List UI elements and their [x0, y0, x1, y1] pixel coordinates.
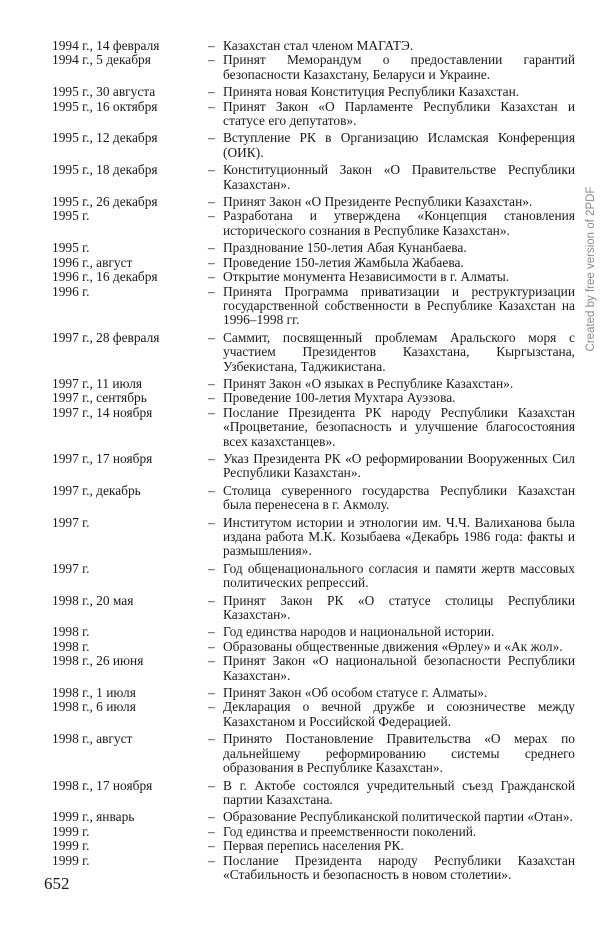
chronology-entry — [52, 100, 576, 129]
entry-text — [208, 839, 575, 853]
chronology-entry — [52, 686, 576, 700]
entry-text — [208, 516, 575, 559]
chronology-entry — [52, 732, 576, 775]
dash: – — [208, 240, 215, 256]
entry-text — [208, 377, 575, 391]
dash: – — [208, 514, 215, 530]
chronology-entry — [52, 39, 576, 53]
dash: – — [208, 777, 215, 793]
chronology-entry — [52, 839, 576, 853]
entry-date: 1995 г. — [52, 240, 90, 256]
entry-description: Принят Закон «О Парламенте Республики Казахстан и статусе его депутатов». — [223, 98, 575, 129]
chronology-entry — [52, 484, 576, 513]
chronology-entry — [52, 285, 576, 328]
chronology-entry — [52, 256, 576, 270]
entry-description: В г. Актобе состоялся учредительный съезд Гражданской партии Казахстана. — [223, 777, 575, 807]
dash: – — [208, 685, 215, 701]
entry-text — [208, 594, 575, 623]
entry-description: Образованы общественные движения «Өрлеу» и «Ак жол». — [223, 638, 563, 654]
dash: – — [208, 52, 215, 68]
entry-date: 1997 г. — [52, 514, 90, 530]
entry-description: Год общенационального согласия и памяти жертв массовых политических репрессий. — [223, 560, 575, 591]
entry-date: 1998 г., август — [52, 731, 133, 747]
chronology-entry — [52, 625, 576, 639]
chronology-entry — [52, 406, 576, 449]
chronology-entry — [52, 779, 576, 808]
entry-description: Разработана и утверждена «Концепция становления исторического сознания в Республике Казахстан». — [223, 208, 575, 238]
chronology-entry — [52, 854, 576, 883]
entry-description: Столица суверенного государства Республики Казахстан была перенесена в г. Акмолу. — [223, 482, 575, 513]
dash: – — [208, 208, 215, 224]
chronology-entry — [52, 391, 576, 405]
entry-date: 1995 г., 26 декабря — [52, 194, 158, 210]
entry-text — [208, 779, 575, 808]
entry-date: 1995 г., 30 августа — [52, 84, 156, 100]
entry-text — [208, 484, 575, 513]
entry-date: 1999 г. — [52, 852, 90, 868]
entry-description: Открытие монумента Независимости в г. Алматы. — [223, 269, 510, 285]
entry-text — [208, 241, 575, 255]
dash: – — [208, 450, 215, 466]
chronology-entry — [52, 195, 576, 209]
chronology-entry — [52, 516, 576, 559]
entry-date: 1994 г., 14 февраля — [52, 38, 160, 53]
entry-date: 1995 г., 18 декабря — [52, 162, 158, 178]
entry-text — [208, 100, 575, 129]
entry-description: Первая перепись населения РК. — [223, 838, 404, 854]
dash: – — [208, 254, 215, 270]
entry-description: Казахстан стал членом МАГАТЭ. — [223, 38, 414, 53]
entry-description: Послание Президента РК народу Республики Казахстан «Процветание, безопасность и улучшение благосостояния всех казахстанцев». — [223, 404, 575, 449]
chronology-entry — [52, 331, 576, 374]
entry-date: 1997 г., декабрь — [52, 482, 141, 498]
entry-date: 1998 г., 17 ноября — [52, 777, 153, 793]
entry-description: Институтом истории и этнологии им. Ч.Ч. Валиханова была издана работа М.К. Козыбаева «Декабрь 1986 года: факты и размышления». — [223, 514, 575, 559]
dash: – — [208, 194, 215, 210]
chronology-entry — [52, 810, 576, 824]
watermark: Created by free version of 2PDF — [585, 186, 597, 352]
dash: – — [208, 699, 215, 715]
entry-date: 1999 г. — [52, 823, 90, 839]
entry-date: 1996 г. — [52, 283, 90, 299]
chronology-entry — [52, 594, 576, 623]
entry-text — [208, 131, 575, 160]
dash: – — [208, 84, 215, 100]
entry-text — [208, 53, 575, 82]
entry-text — [208, 85, 575, 99]
entry-description: Принят Закон «О Президенте Республики Казахстан». — [223, 194, 533, 210]
entry-text — [208, 700, 575, 729]
chronology-entry — [52, 640, 576, 654]
dash: – — [208, 809, 215, 825]
entry-text — [208, 686, 575, 700]
entry-description: Декларация о вечной дружбе и союзничестве между Казахстаном и Российской Федерацией. — [223, 699, 575, 729]
entry-date: 1996 г., август — [52, 254, 133, 270]
entry-description: Проведение 150-летия Жамбыла Жабаева. — [223, 254, 464, 270]
chronology-entry — [52, 825, 576, 839]
entry-date: 1994 г., 5 декабря — [52, 52, 151, 68]
entry-description: Проведение 100-летия Мухтара Ауэзова. — [223, 390, 456, 406]
dash: – — [208, 838, 215, 854]
chronology-entry — [52, 85, 576, 99]
dash: – — [208, 482, 215, 498]
dash: – — [208, 638, 215, 654]
entry-date: 1997 г., 17 ноября — [52, 450, 153, 466]
entry-text — [208, 209, 575, 238]
entry-description: Принята Программа приватизации и реструктуризации государственной собственности в Республике Казахстан на 1996–1998 гг. — [223, 283, 575, 328]
entry-text — [208, 391, 575, 405]
chronology-entry — [52, 452, 576, 481]
entry-text — [208, 854, 575, 883]
entry-date: 1999 г., январь — [52, 809, 135, 825]
dash: – — [208, 162, 215, 178]
entry-date: 1999 г. — [52, 838, 90, 854]
entry-description: Принято Постановление Правительства «О мерах по дальнейшему реформированию системы среднего образования в Республике Казахстан». — [223, 731, 575, 776]
entry-text — [208, 256, 575, 270]
entry-date: 1998 г., 26 июня — [52, 653, 144, 669]
dash: – — [208, 269, 215, 285]
dash: – — [208, 38, 215, 53]
entry-date: 1998 г., 6 июля — [52, 699, 136, 715]
entry-text — [208, 732, 575, 775]
chronology-entry — [52, 53, 576, 82]
chronology-entry — [52, 163, 576, 192]
dash: – — [208, 592, 215, 608]
entry-date: 1998 г. — [52, 638, 90, 654]
entry-date: 1997 г., 11 июля — [52, 375, 143, 391]
entry-text — [208, 331, 575, 374]
entry-description: Вступление РК в Организацию Исламская Конференция (ОИК). — [223, 130, 575, 160]
entry-date: 1997 г. — [52, 560, 90, 576]
chronology-entry — [52, 562, 576, 591]
dash: – — [208, 404, 215, 420]
entry-text — [208, 163, 575, 192]
chronology-entry — [52, 131, 576, 160]
entry-text — [208, 562, 575, 591]
entry-text — [208, 270, 575, 284]
entry-description: Указ Президента РК «О реформировании Вооруженных Сил Республики Казахстан». — [223, 450, 575, 481]
entry-date: 1997 г., 28 февраля — [52, 329, 160, 345]
chronology-list — [52, 39, 576, 885]
chronology-entry — [52, 209, 576, 238]
entry-description: Год единства народов и национальной истории. — [223, 624, 495, 640]
entry-date: 1996 г., 16 декабря — [52, 269, 158, 285]
dash: – — [208, 731, 215, 747]
chronology-entry — [52, 377, 576, 391]
entry-description: Саммит, посвященный проблемам Аральского моря с участием Президентов Казахстана, Кыргызстана, Узбекистана, Таджикистана. — [223, 329, 575, 374]
chronology-entry — [52, 241, 576, 255]
dash: – — [208, 130, 215, 146]
dash: – — [208, 823, 215, 839]
entry-description: Принят Закон РК «О статусе столицы Республики Казахстан». — [223, 592, 575, 623]
entry-text — [208, 640, 575, 654]
entry-text — [208, 406, 575, 449]
entry-text — [208, 810, 575, 824]
entry-date: 1998 г., 20 мая — [52, 592, 134, 608]
dash: – — [208, 283, 215, 299]
page-number: 652 — [44, 874, 70, 893]
entry-description: Послание Президента народу Республики Казахстан «Стабильность и безопасность в новом столетии». — [223, 852, 575, 882]
entry-description: Принят Закон «О языках в Республике Казахстан». — [223, 375, 514, 391]
entry-description: Год единства и преемственности поколений. — [223, 823, 477, 839]
entry-text — [208, 654, 575, 683]
entry-text — [208, 825, 575, 839]
entry-description: Принята новая Конституция Республики Казахстан. — [223, 84, 520, 100]
dash: – — [208, 329, 215, 345]
entry-date: 1995 г., 16 октября — [52, 98, 158, 114]
chronology-entry — [52, 654, 576, 683]
entry-date: 1995 г., 12 декабря — [52, 130, 158, 146]
entry-description: Конституционный Закон «О Правительстве Республики Казахстан». — [223, 162, 575, 192]
entry-description: Образование Республиканской политической партии «Отан». — [223, 809, 573, 825]
chronology-entry — [52, 700, 576, 729]
entry-text — [208, 625, 575, 639]
entry-description: Принят Закон «О национальной безопасности Республики Казахстан». — [223, 653, 575, 683]
entry-text — [208, 452, 575, 481]
dash: – — [208, 852, 215, 868]
entry-text — [208, 195, 575, 209]
entry-description: Празднование 150-летия Абая Кунанбаева. — [223, 240, 467, 256]
dash: – — [208, 375, 215, 391]
chronology-entry — [52, 270, 576, 284]
entry-description: Принят Закон «Об особом статусе г. Алматы». — [223, 685, 488, 701]
entry-date: 1997 г., сентябрь — [52, 390, 147, 406]
dash: – — [208, 98, 215, 114]
entry-date: 1995 г. — [52, 208, 90, 224]
entry-text — [208, 39, 575, 53]
entry-date: 1998 г. — [52, 624, 90, 640]
dash: – — [208, 390, 215, 406]
dash: – — [208, 560, 215, 576]
entry-date: 1998 г., 1 июля — [52, 685, 136, 701]
dash: – — [208, 624, 215, 640]
entry-date: 1997 г., 14 ноября — [52, 404, 153, 420]
dash: – — [208, 653, 215, 669]
entry-description: Принят Меморандум о предоставлении гарантий безопасности Казахстану, Беларуси и Украине. — [223, 52, 575, 82]
entry-text — [208, 285, 575, 328]
